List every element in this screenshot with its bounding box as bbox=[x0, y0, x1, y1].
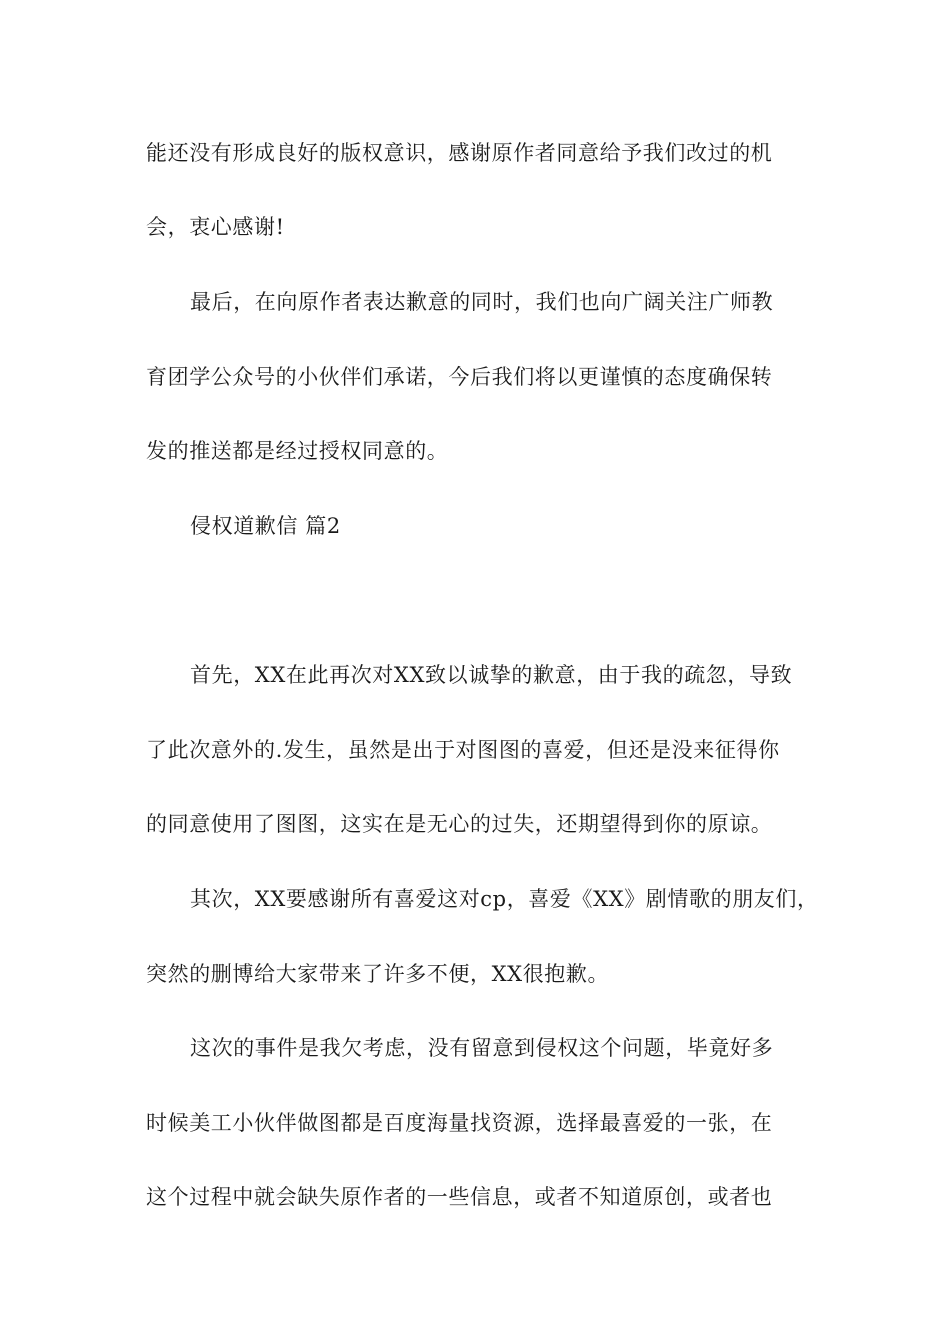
body-text-line: 能还没有形成良好的版权意识，感谢原作者同意给予我们改过的机 bbox=[146, 141, 773, 165]
paragraph-first-line: 这次的事件是我欠考虑，没有留意到侵权这个问题，毕竟好多 bbox=[190, 1036, 774, 1060]
paragraph-first-line: 最后，在向原作者表达歉意的同时，我们也向广阔关注广师教 bbox=[190, 290, 774, 314]
body-text-line: 了此次意外的.发生，虽然是出于对图图的喜爱，但还是没来征得你 bbox=[146, 738, 780, 762]
body-text-line: 发的推送都是经过授权同意的。 bbox=[146, 439, 449, 463]
body-text-line: 这个过程中就会缺失原作者的一些信息，或者不知道原创，或者也 bbox=[146, 1185, 773, 1209]
body-text-line: 育团学公众号的小伙伴们承诺，今后我们将以更谨慎的态度确保转 bbox=[146, 365, 773, 389]
paragraph-first-line: 其次，XX要感谢所有喜爱这对cp，喜爱《XX》剧情歌的朋友们， bbox=[190, 887, 819, 911]
paragraph-first-line: 首先，XX在此再次对XX致以诚挚的歉意，由于我的疏忽，导致 bbox=[190, 663, 793, 687]
body-text-line: 时候美工小伙伴做图都是百度海量找资源，选择最喜爱的一张，在 bbox=[146, 1111, 773, 1135]
section-heading: 侵权道歉信 篇2 bbox=[190, 514, 341, 538]
body-text-line: 突然的删博给大家带来了许多不便，XX很抱歉。 bbox=[146, 962, 610, 986]
body-text-line: 的同意使用了图图，这实在是无心的过失，还期望得到你的原谅。 bbox=[146, 812, 773, 836]
body-text-line: 会，衷心感谢! bbox=[146, 215, 285, 239]
